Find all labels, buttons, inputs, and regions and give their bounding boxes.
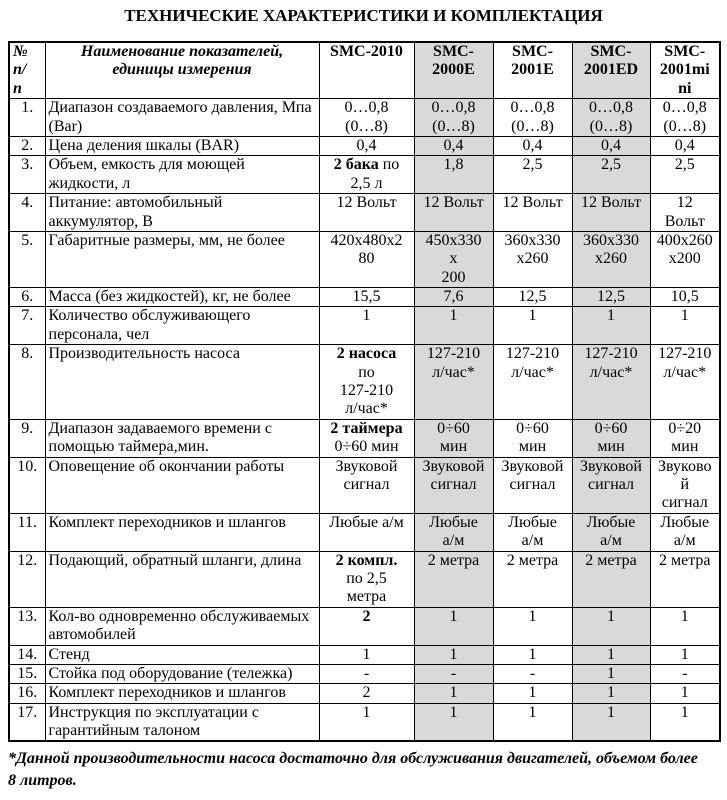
cell-value: 1 [414,307,493,345]
cell-value: 0,4 [493,136,572,155]
cell-value: 12 Вольт [572,194,650,232]
cell-value: 10,5 [650,288,720,307]
cell-value: Звуковой сигнал [319,457,414,513]
row-label: Оповещение об окончании работы [45,457,319,513]
cell-value: 1 [650,645,720,664]
cell-value: 0…0,8 (0…8) [572,99,650,137]
row-label: Производительность насоса [45,345,319,420]
cell-value: 1 [572,307,650,345]
row-number: 17. [9,703,45,741]
cell-value: 1 [493,645,572,664]
cell-value: 0÷60 мин [572,419,650,457]
header-col-number: № п/ п [9,42,45,99]
cell-value: - [650,664,720,683]
row-label: Инструкция по эксплуатации с гарантийным талоном [45,703,319,741]
cell-value: 7,6 [414,288,493,307]
cell-value: Звуковой сигнал [493,457,572,513]
cell-value: 420х480х2 80 [319,231,414,287]
row-label: Диапазон создаваемого давления, Мпа (Bar) [45,99,319,137]
cell-value: 0…0,8 (0…8) [414,99,493,137]
row-number: 5. [9,231,45,287]
cell-value: 1 [650,684,720,703]
spec-table [8,41,721,742]
cell-value: 2 метра [493,551,572,607]
header-col-model-smc2001ed: SMC- 2001ED [572,42,650,99]
footnote: *Данной производительности насоса достаточно для обслуживания двигателей, объемом более 8 литров. [8,750,698,790]
cell-value: 1 [493,307,572,345]
row-number: 4. [9,194,45,232]
cell-value: 2 [319,607,414,645]
cell-value: 127-210 л/час* [650,345,720,420]
cell-value: 0…0,8 (0…8) [650,99,720,137]
cell-value: 1 [572,645,650,664]
table-row [9,703,720,741]
row-label: Диапазон задаваемого времени с помощью таймера,мин. [45,419,319,457]
cell-value: 2 метра [414,551,493,607]
row-number: 2. [9,136,45,155]
row-label: Количество обслуживающего персонала, чел [45,307,319,345]
cell-value: 360х330 х260 [572,231,650,287]
cell-value: 1 [650,307,720,345]
cell-value: 400х260 х200 [650,231,720,287]
cell-value: 2 метра [650,551,720,607]
table-row [9,156,720,194]
cell-value: 2 компл. по 2,5 метра [319,551,414,607]
cell-value: 2 [319,684,414,703]
table-row [9,664,720,683]
cell-value: Звуково й сигнал [650,457,720,513]
table-header-row [9,42,720,99]
row-number: 7. [9,307,45,345]
cell-value: 12 Вольт [319,194,414,232]
cell-value: 1 [493,607,572,645]
row-number: 8. [9,345,45,420]
table-row [9,307,720,345]
table-row [9,288,720,307]
cell-value: 127-210 л/час* [414,345,493,420]
row-label: Комплект переходников и шлангов [45,684,319,703]
table-body [9,99,720,742]
cell-value: Любые а/м [650,513,720,551]
cell-value: 0÷60 мин [493,419,572,457]
cell-value: 2,5 [650,156,720,194]
row-label: Объем, емкость для моющей жидкости, л [45,156,319,194]
cell-value: 1 [493,703,572,741]
row-number: 16. [9,684,45,703]
cell-value: 12,5 [493,288,572,307]
cell-value: 2,5 [572,156,650,194]
cell-value: 2 метра [572,551,650,607]
cell-value: 0,4 [650,136,720,155]
row-number: 3. [9,156,45,194]
cell-value: 12 Вольт [493,194,572,232]
cell-value: Любые а/м [493,513,572,551]
table-row [9,99,720,137]
cell-value: 0÷20 мин [650,419,720,457]
cell-value: 2,5 [493,156,572,194]
header-col-model-smc2010: SMC-2010 [319,42,414,99]
row-number: 13. [9,607,45,645]
cell-value: 2 насоса по 127-210 л/час* [319,345,414,420]
cell-value: 2 таймера 0÷60 мин [319,419,414,457]
row-label: Стойка под оборудование (тележка) [45,664,319,683]
cell-value: 1 [493,684,572,703]
table-row [9,345,720,420]
cell-value: 1,8 [414,156,493,194]
header-col-model-smc2000e: SMC- 2000E [414,42,493,99]
cell-value: 0,4 [414,136,493,155]
row-number: 15. [9,664,45,683]
cell-value: Звуковой сигнал [414,457,493,513]
cell-value: 0÷60 мин [414,419,493,457]
table-row [9,513,720,551]
row-number: 6. [9,288,45,307]
header-col-model-smc2001mini: SMC- 2001mi ni [650,42,720,99]
cell-value: 1 [572,703,650,741]
row-label: Габаритные размеры, мм, не более [45,231,319,287]
row-label: Масса (без жидкостей), кг, не более [45,288,319,307]
cell-value: 1 [319,703,414,741]
cell-value: 0…0,8 (0…8) [319,99,414,137]
cell-value: 12,5 [572,288,650,307]
cell-value: 1 [572,684,650,703]
table-row [9,645,720,664]
row-number: 1. [9,99,45,137]
cell-value: Любые а/м [319,513,414,551]
cell-value: Любые а/м [414,513,493,551]
cell-value: 360х330 х260 [493,231,572,287]
row-number: 10. [9,457,45,513]
cell-value: Звуковой сигнал [572,457,650,513]
cell-value: 1 [650,607,720,645]
cell-value: 127-210 л/час* [572,345,650,420]
table-row [9,136,720,155]
table-row [9,551,720,607]
cell-value: - [319,664,414,683]
table-row [9,231,720,287]
row-label: Стенд [45,645,319,664]
cell-value: 15,5 [319,288,414,307]
cell-value: 1 [319,307,414,345]
header-col-name: Наименование показателей, единицы измерения [45,42,319,99]
cell-value: - [414,664,493,683]
table-row [9,194,720,232]
cell-value: 1 [572,607,650,645]
row-number: 11. [9,513,45,551]
cell-value: 1 [414,684,493,703]
cell-value: 1 [414,703,493,741]
page-title: ТЕХНИЧЕСКИЕ ХАРАКТЕРИСТИКИ И КОМПЛЕКТАЦИЯ [124,6,603,25]
cell-value: 1 [414,645,493,664]
table-row [9,607,720,645]
row-label: Подающий, обратный шланги, длина [45,551,319,607]
table-row [9,457,720,513]
cell-value: 0,4 [572,136,650,155]
cell-value: 1 [572,664,650,683]
row-label: Кол-во одновременно обслуживаемых автомобилей [45,607,319,645]
cell-value: 1 [650,703,720,741]
cell-value: 12 Вольт [650,194,720,232]
cell-value: Любые а/м [572,513,650,551]
row-number: 12. [9,551,45,607]
cell-value: 450х330 х 200 [414,231,493,287]
row-number: 9. [9,419,45,457]
cell-value: 1 [319,645,414,664]
row-number: 14. [9,645,45,664]
header-col-model-smc2001e: SMC- 2001E [493,42,572,99]
cell-value: - [493,664,572,683]
cell-value: 0…0,8 (0…8) [493,99,572,137]
row-label: Питание: автомобильный аккумулятор, В [45,194,319,232]
cell-value: 12 Вольт [414,194,493,232]
table-row [9,419,720,457]
row-label: Цена деления шкалы (BAR) [45,136,319,155]
cell-value: 1 [414,607,493,645]
row-label: Комплект переходников и шлангов [45,513,319,551]
cell-value: 2 бака по 2,5 л [319,156,414,194]
cell-value: 0,4 [319,136,414,155]
cell-value: 127-210 л/час* [493,345,572,420]
table-row [9,684,720,703]
